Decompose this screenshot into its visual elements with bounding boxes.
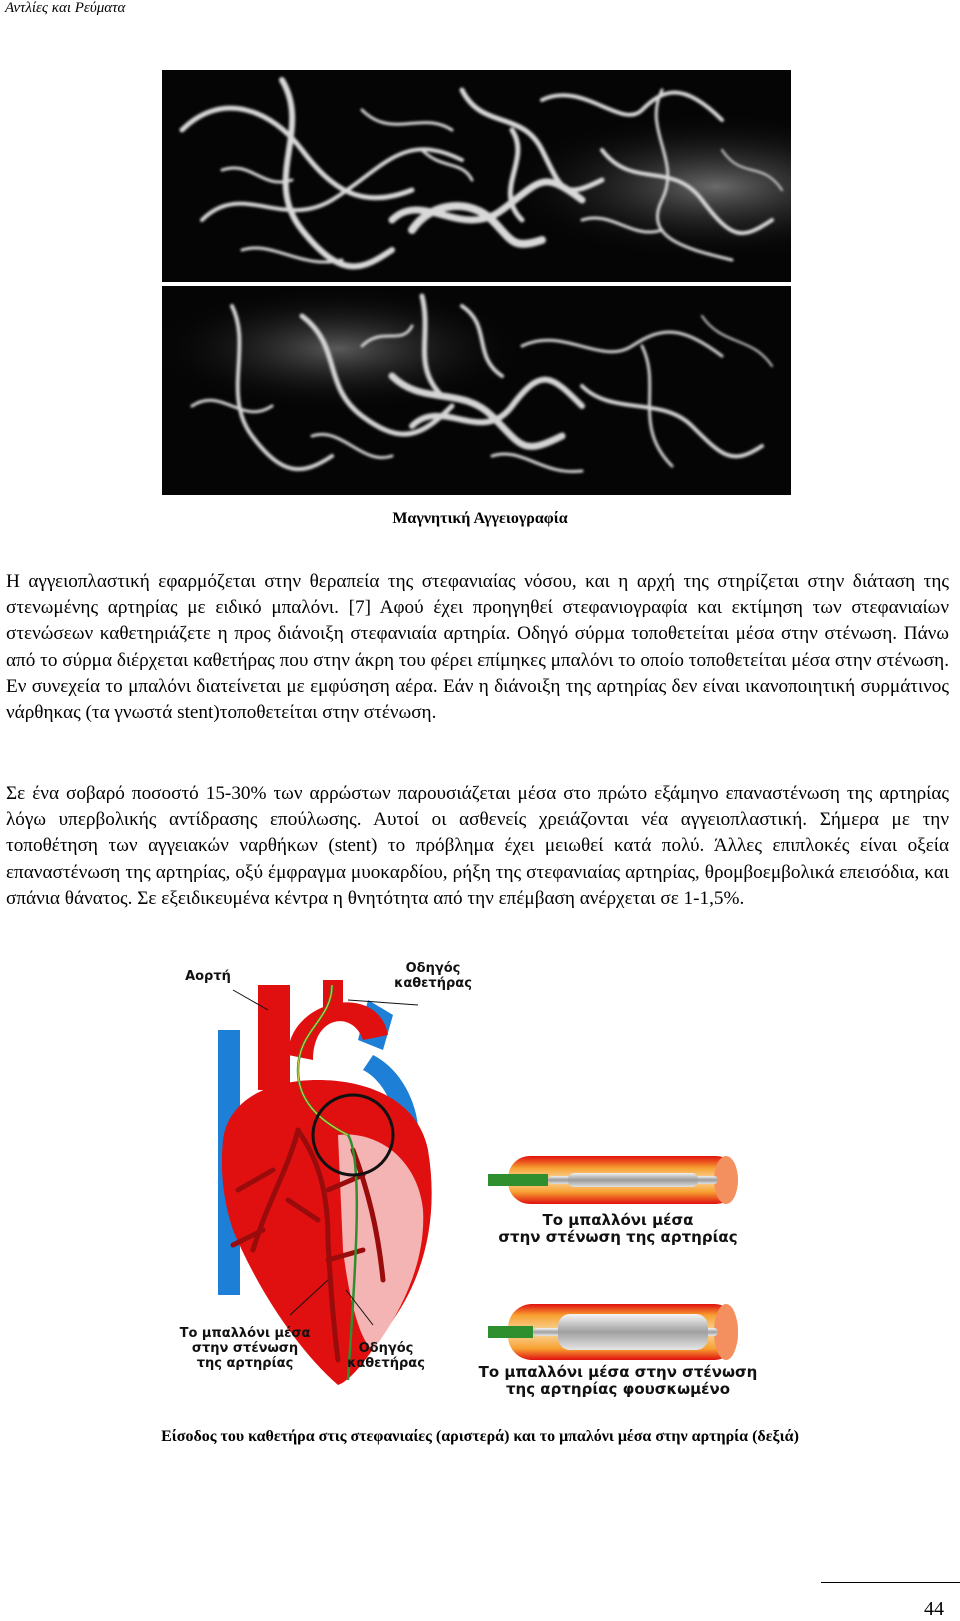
label-guide-bottom-line1: Οδηγός [358,1341,414,1356]
label-b-line1: Το μπαλλόνι μέσα στην στένωση [478,1363,758,1381]
label-guide-top-line1: Οδηγός [405,961,461,976]
label-a-line1: Το μπαλλόνι μέσα [542,1211,694,1229]
footer-rule [821,1582,960,1583]
angiography-image [162,70,791,495]
balloon-inflated-diagram [478,1300,758,1410]
label-guide-bottom-line2: καθετήρας [347,1355,425,1371]
heart-diagram [178,960,478,1390]
angiography-panel-top [162,70,791,282]
label-guide-top-line2: καθετήρας [394,975,472,991]
figure1-caption: Μαγνητική Αγγειογραφία [392,510,568,527]
paragraph-1: Η αγγειοπλαστική εφαρμόζεται στην θεραπεία της στεφανιαίας νόσου, και η αρχή της στηρίζεται στην διάταση της στενωμένης αρτηρίας με ειδικό μπαλόνι. [7] Αφού έχει προηγηθεί στεφανιογραφία και εκτίμηση των στεφανιαίων στενώσεων καθετηριάζετε η προς διάνοιξη στεφανιαία αρτηρία. Οδηγό σύρμα τοποθετείται μέσα στην στένωση. Πάνω από το σύρμα διέρχεται καθετήρας που στην άκρη του φέρει επίμηκες μπαλόνι το οποίο τοποθετείται μέσα στην στένωση. Εν συνεχεία το μπαλόνι διατείνεται με εμφύσηση αέρα. Εάν η διάνοιξη της αρτηρίας δεν είναι ικανοποιητική συρμάτινος νάρθηκας (τα γνωστά stent)τοποθετείται στην στένωση. [6,571,949,724]
figure2-caption: Είσοδος του καθετήρα στις στεφανιαίες (αριστερά) και το μπαλόνι μέσα στην αρτηρία (δεξιά) [161,1428,799,1445]
label-balloon-in-stenosis [478,1212,758,1247]
label-a-line2: στην στένωση της αρτηρίας [498,1228,738,1247]
page-number: 44 [924,1598,944,1620]
balloon-deflated-diagram [488,1150,748,1250]
label-balloon-line3: της αρτηρίας [196,1355,294,1371]
label-balloon-line1: Το μπαλλόνι μέσα [179,1326,311,1341]
header-title: Αντλίες και Ρεύματα [5,0,126,16]
angiography-panel-bottom [162,286,791,495]
label-b-line2: της αρτηρίας φουσκωμένο [505,1380,731,1399]
label-guide-catheter-bottom [346,1342,426,1372]
label-guide-catheter-top [388,962,478,992]
label-balloon-stenosis [170,1327,320,1372]
label-balloon-inflated [458,1364,778,1399]
label-balloon-line2: στην στένωση [191,1340,299,1356]
label-aorta: Αορτή [185,969,231,984]
paragraph-2: Σε ένα σοβαρό ποσοστό 15-30% των αρρώστων παρουσιάζεται μέσα στο πρώτο εξάμηνο επαναστένωση της αρτηρίας λόγω υπερβολικής αντίδρασης επούλωσης. Αυτοί οι ασθενείς χρειάζονται νέα αγγειοπλαστική. Σήμερα με την τοποθέτηση των αγγειακών ναρθήκων (stent) το πρόβλημα έχει μειωθεί κατά πολύ. Άλλες επιπλοκές είναι οξεία επαναστένωση της αρτηρίας, οξύ έμφραγμα μυοκαρδίου, ρήξη της στεφανιαίας αρτηρίας, θρομβοεμβολικά επεισόδια, και σπάνια θάνατος. Σε εξειδικευμένα κέντρα η θνητότητα από την επέμβαση ανέρχεται σε 1-1,5%. [6,783,949,909]
